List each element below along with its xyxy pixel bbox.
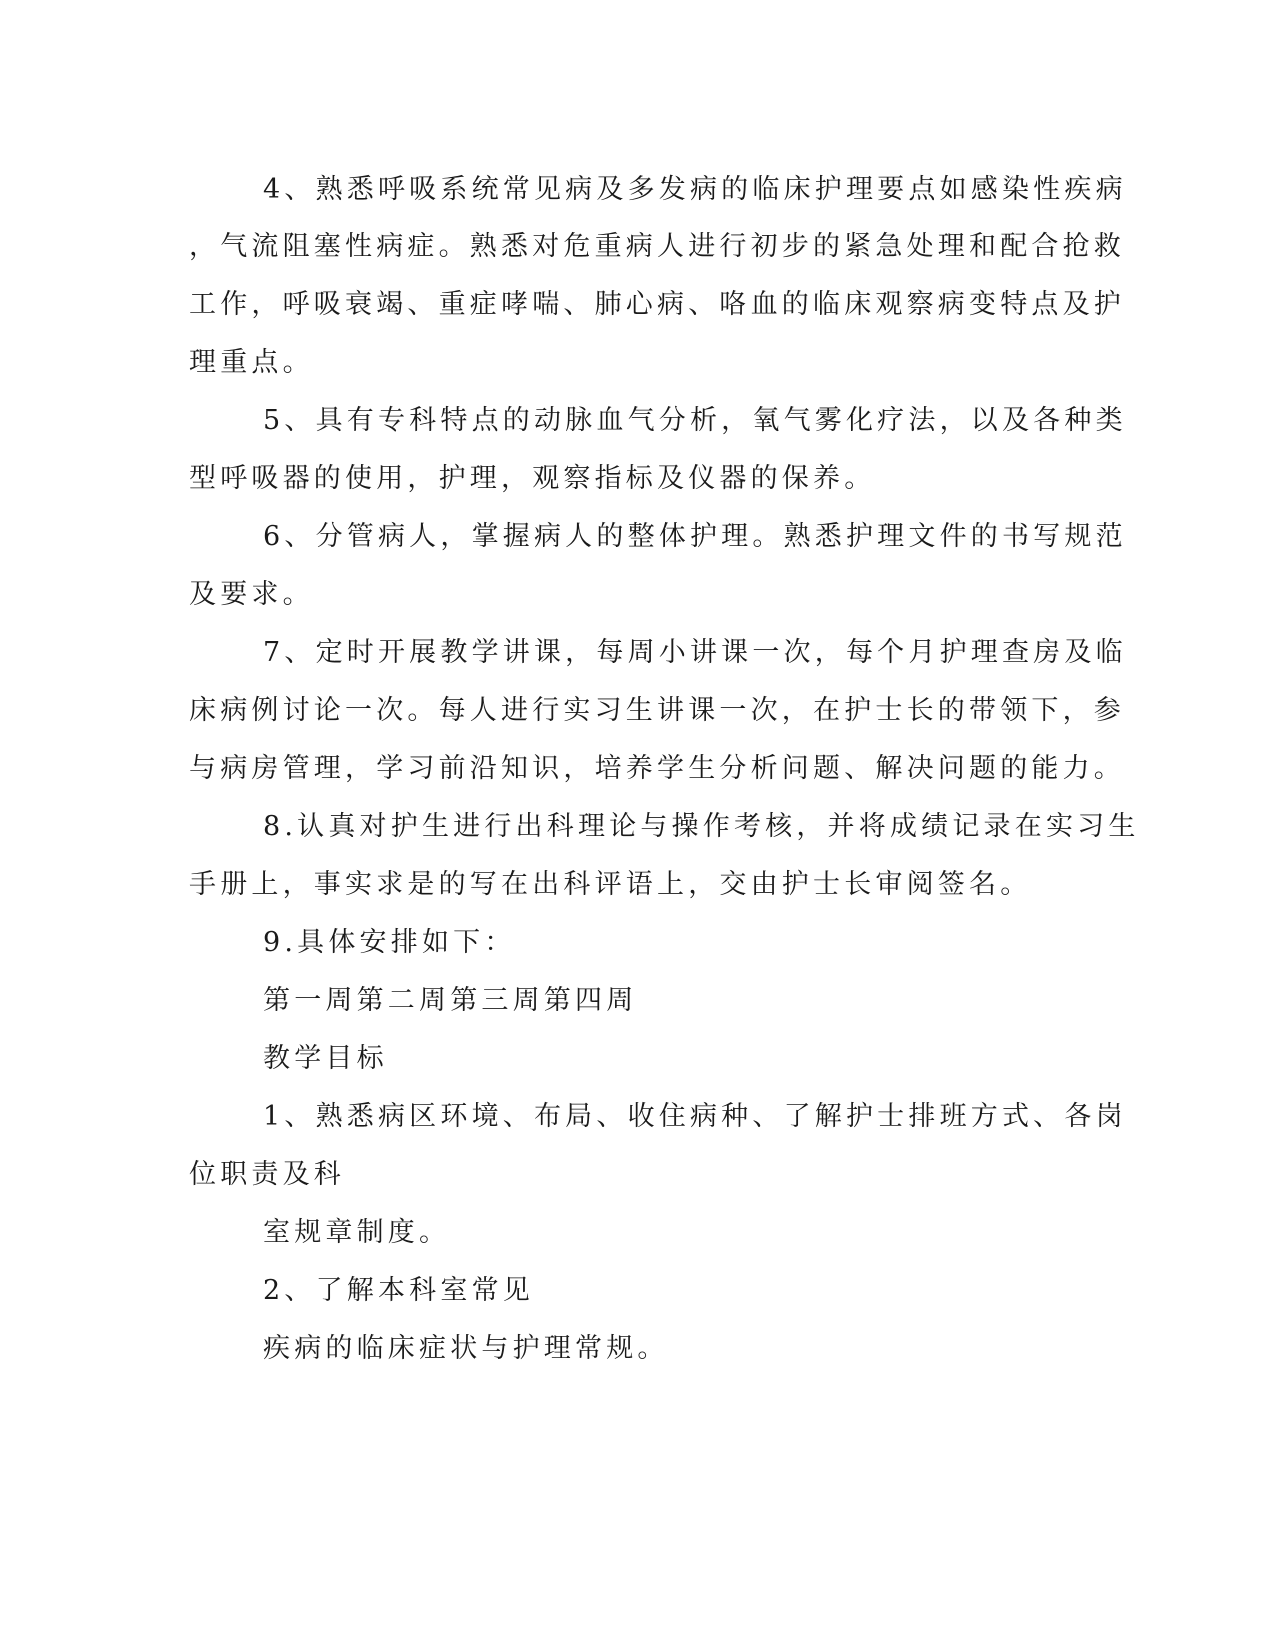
text-line: 4、熟悉呼吸系统常见病及多发病的临床护理要点如感染性疾病 bbox=[263, 174, 1127, 205]
text-line: 2、了解本科室常见 bbox=[263, 1275, 534, 1306]
text-line: 9.具体安排如下： bbox=[263, 927, 516, 958]
text-line: 工作，呼吸衰竭、重症哮喘、肺心病、咯血的临床观察病变特点及护 bbox=[189, 289, 1125, 320]
text-line: 与病房管理，学习前沿知识，培养学生分析问题、解决问题的能力。 bbox=[189, 753, 1125, 784]
text-line: 第一周第二周第三周第四周 bbox=[263, 985, 638, 1016]
text-line: 理重点。 bbox=[189, 347, 314, 378]
text-line: 1、熟悉病区环境、布局、收住病种、了解护士排班方式、各岗 bbox=[263, 1101, 1127, 1132]
text-line: 教学目标 bbox=[263, 1043, 388, 1074]
text-line: 7、定时开展教学讲课，每周小讲课一次，每个月护理查房及临 bbox=[263, 637, 1127, 668]
text-line: 5、具有专科特点的动脉血气分析，氧气雾化疗法，以及各种类 bbox=[263, 405, 1127, 436]
text-line: 疾病的临床症状与护理常规。 bbox=[263, 1333, 669, 1364]
text-line: ，气流阻塞性病症。熟悉对危重病人进行初步的紧急处理和配合抢救 bbox=[189, 231, 1125, 262]
text-line: 6、分管病人，掌握病人的整体护理。熟悉护理文件的书写规范 bbox=[263, 521, 1127, 552]
text-line: 室规章制度。 bbox=[263, 1217, 451, 1248]
text-line: 8.认真对护生进行出科理论与操作考核，并将成绩记录在实习生 bbox=[263, 811, 1140, 842]
text-line: 及要求。 bbox=[189, 579, 314, 610]
text-line: 型呼吸器的使用，护理，观察指标及仪器的保养。 bbox=[189, 463, 876, 494]
text-line: 床病例讨论一次。每人进行实习生讲课一次，在护士长的带领下，参 bbox=[189, 695, 1125, 726]
text-line: 手册上，事实求是的写在出科评语上，交由护士长审阅签名。 bbox=[189, 869, 1032, 900]
text-line: 位职责及科 bbox=[189, 1159, 345, 1190]
